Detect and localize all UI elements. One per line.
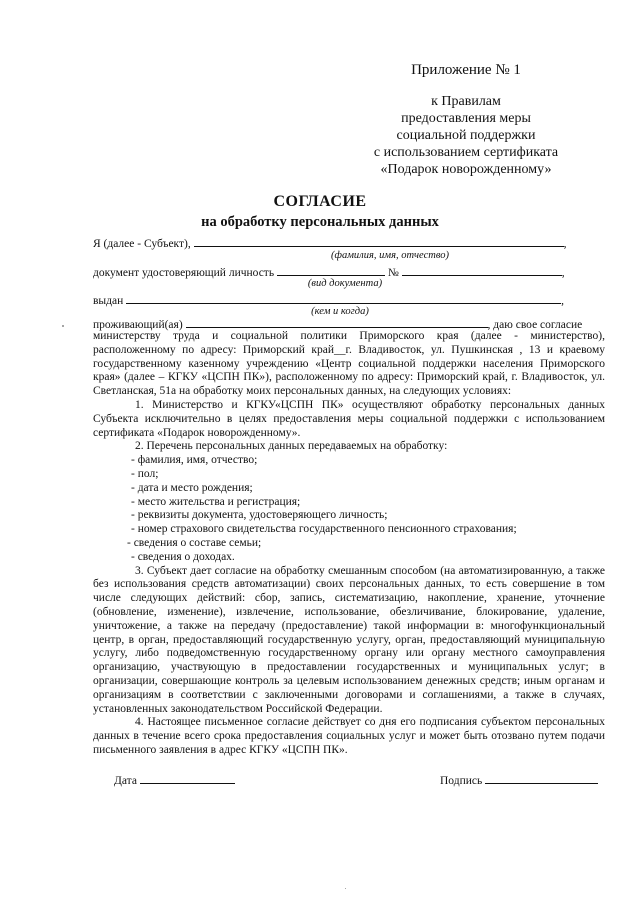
paragraph-2: 2. Перечень персональных данных передаваемых на обработку: (135, 440, 448, 453)
appendix-line: предоставления меры (401, 111, 531, 126)
appendix-line: к Правилам (431, 94, 501, 109)
document-number-label: № (387, 267, 399, 279)
residing-label: проживающий(ая) (93, 319, 183, 331)
appendix-line: с использованием сертификата (373, 145, 559, 160)
list-item: - номер страхового свидетельства государственного пенсионного страхования; (131, 523, 517, 536)
list-item: - пол; (131, 467, 159, 480)
scan-dot (345, 888, 346, 889)
paragraph-4: 4. Настоящее письменное согласие действует со дня его подписания субъектом персональных данных в течение всего срока предоставления социальных услуг и может быть отозвано путем подачи письменного заявления в адрес КГКУ «ЦСПН ПК». (93, 716, 605, 756)
scan-dot (62, 325, 64, 327)
list-item: - сведения о доходах. (131, 550, 235, 563)
list-item: - фамилия, имя, отчество; (131, 454, 258, 467)
residing-tail: , даю свое согласие (487, 319, 583, 331)
appendix-header (336, 62, 596, 178)
date-label: Дата (114, 775, 137, 787)
residing-address-field[interactable] (186, 316, 488, 328)
document-subtitle: на обработку персональных данных (201, 214, 439, 230)
list-item: - реквизиты документа, удостоверяющего личность; (131, 509, 388, 522)
document-hint: (вид документа) (307, 278, 383, 289)
signature-field[interactable] (485, 772, 598, 784)
list-item: - дата и место рождения; (131, 481, 253, 494)
issued-hint: (кем и когда) (311, 306, 369, 317)
list-item: - сведения о составе семьи; (127, 536, 262, 549)
paragraph-3: 3. Субъект дает согласие на обработку смешанным способом (на автоматизированную, а также без использования средств автоматизации) своих персональных данных, то есть совершение в том числе следующих действий: сбор, запись, систематизацию, накопление, хранение, уточнение (обновление, изменение), извлечение, использование, обезличивание, блокирование, удаление, уничтожение, а также на передачу (предоставление) такой информации в: многофункциональный центр, в орган, предоставляющий государственную услугу, орган, предоставляющий муниципальную услугу, либо подведомственную государственному органу или органу местного самоуправления организацию, участвующую в предоставлении государственных и муниципальных услуг; в организации, совершающие контроль за целевым использованием денежных средств; иным органам и организациям в соответствии с заключенными договорами и соглашениями, а также в случаях, установленных законодательством Российской Федерации. (93, 564, 605, 715)
issued-by-field[interactable] (126, 292, 561, 304)
subject-name-field[interactable] (194, 235, 564, 247)
paragraph-1: 1. Министерство и КГКУ«ЦСПН ПК» осуществляют обработку персональных данных Субъекта исключительно в целях предоставления меры социальной поддержки с использованием сертификата «Подарок новорожденному». (93, 398, 605, 439)
appendix-line: «Подарок новорожденному» (380, 162, 552, 177)
issued-row: выдан , (93, 292, 564, 307)
subject-hint: (фамилия, имя, отчество) (331, 250, 449, 261)
subject-row: Я (далее - Субъект), , (93, 235, 566, 250)
subject-label: Я (далее - Субъект), (93, 238, 191, 250)
document-title: СОГЛАСИЕ (273, 193, 367, 210)
document-number-field[interactable] (402, 264, 562, 276)
intro-paragraph: министерству труда и социальной политики Приморского края (далее - министерство), расположенному по адресу: Приморский край__г. Владивосток, ул. Пушкинская , 13 и краевому государственному казенному учреждению «Центр социальной поддержки населения Приморского края» (далее – КГКУ «ЦСПН ПК»), расположенному по адресу: Приморский край, г. Владивосток, ул. Светланская, 51а на обработку моих персональных данных, на следующих условиях: (93, 330, 605, 398)
signature-label: Подпись (440, 775, 483, 787)
data-list (93, 454, 605, 564)
date-field[interactable] (140, 772, 235, 784)
appendix-number: Приложение № 1 (411, 62, 521, 78)
consent-body (93, 330, 605, 758)
issued-label: выдан (93, 295, 124, 307)
document-label: документ удостоверяющий личность (93, 267, 275, 279)
appendix-line: социальной поддержки (396, 128, 536, 143)
document-type-field[interactable] (277, 264, 385, 276)
residing-row (93, 316, 582, 331)
date-row (114, 772, 235, 787)
document-row: документ удостоверяющий личность № , (93, 264, 565, 279)
signature-row (440, 772, 598, 787)
list-item: - место жительства и регистрация; (131, 495, 301, 508)
